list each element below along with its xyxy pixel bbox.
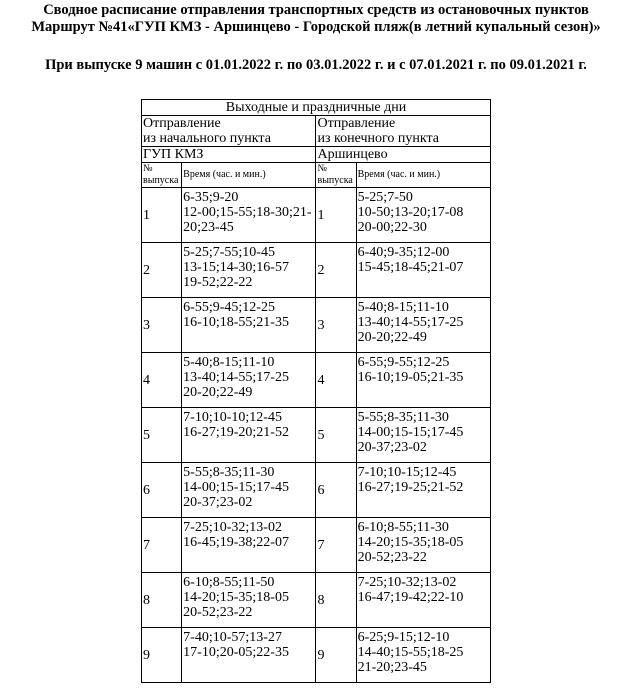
right-departure-number: 7	[316, 518, 356, 573]
title-line-1: Сводное расписание отправления транспортных средств из остановочных пунктов	[43, 2, 589, 18]
left-departure-times: 5-25;7-55;10-45 13-15;14-30;16-57 19-52;22-22	[182, 243, 316, 298]
right-departure-line-1: Отправление	[317, 116, 396, 131]
right-number-header: № выпуска	[316, 163, 356, 188]
left-departure-times: 5-55;8-35;11-30 14-00;15-15;17-45 20-37;23-02	[182, 463, 316, 518]
right-departure-number: 2	[316, 243, 356, 298]
right-departure-number: 3	[316, 298, 356, 353]
table-row	[142, 408, 491, 463]
left-departure-number: 6	[142, 463, 182, 518]
right-departure-times: 7-25;10-32;13-02 16-47;19-42;22-10	[356, 573, 490, 628]
right-departure-number: 1	[316, 188, 356, 243]
left-departure-number: 4	[142, 353, 182, 408]
left-number-header: № выпуска	[142, 163, 182, 188]
right-departure-times: 6-10;8-55;11-30 14-20;15-35;18-05 20-52;23-22	[356, 518, 490, 573]
left-departure-times: 7-40;10-57;13-27 17-10;20-05;22-35	[182, 628, 316, 683]
right-departure-times: 5-25;7-50 10-50;13-20;17-08 20-00;22-30	[356, 188, 490, 243]
stop-name-row	[142, 147, 491, 163]
left-departure-number: 5	[142, 408, 182, 463]
table-row	[142, 353, 491, 408]
left-departure-times: 7-10;10-10;12-45 16-27;19-20;21-52	[182, 408, 316, 463]
right-departure-number: 6	[316, 463, 356, 518]
right-departure-line-2: из конечного пункта	[317, 131, 439, 146]
right-departure-times: 5-40;8-15;11-10 13-40;14-55;17-25 20-20;22-49	[356, 298, 490, 353]
right-departure-number: 5	[316, 408, 356, 463]
right-time-header: Время (час. и мин.)	[356, 163, 490, 188]
document-subtitle: При выпуске 9 машин с 01.01.2022 г. по 03.01.2022 г. и с 07.01.2021 г. по 09.01.2021 г.	[45, 57, 587, 73]
left-departure-number: 9	[142, 628, 182, 683]
left-time-header: Время (час. и мин.)	[182, 163, 316, 188]
left-departure-line-1: Отправление	[143, 116, 221, 131]
departure-header-row	[142, 116, 491, 147]
right-departure-times: 6-55;9-55;12-25 16-10;19-05;21-35	[356, 353, 490, 408]
left-departure-times: 6-10;8-55;11-50 14-20;15-35;18-05 20-52;23-22	[182, 573, 316, 628]
left-departure-times: 5-40;8-15;11-10 13-40;14-55;17-25 20-20;22-49	[182, 353, 316, 408]
right-departure-times: 7-10;10-15;12-45 16-27;19-25;21-52	[356, 463, 490, 518]
left-departure-times: 7-25;10-32;13-02 16-45;19-38;22-07	[182, 518, 316, 573]
right-departure-number: 8	[316, 573, 356, 628]
left-departure-times: 6-55;9-45;12-25 16-10;18-55;21-35	[182, 298, 316, 353]
column-header-row	[142, 163, 491, 188]
document-title	[0, 2, 632, 36]
left-departure-number: 1	[142, 188, 182, 243]
left-departure-line-2: из начального пункта	[143, 131, 271, 146]
left-departure-header	[142, 116, 316, 147]
table-row	[142, 298, 491, 353]
right-departure-header	[316, 116, 491, 147]
table-row	[142, 463, 491, 518]
right-departure-number: 4	[316, 353, 356, 408]
right-departure-times: 5-55;8-35;11-30 14-00;15-15;17-45 20-37;23-02	[356, 408, 490, 463]
table-row	[142, 573, 491, 628]
title-line-2: Маршрут №41«ГУП КМЗ - Аршинцево - Городской пляж(в летний купальный сезон)»	[31, 19, 601, 35]
table-row	[142, 628, 491, 683]
right-stop-name: Аршинцево	[316, 147, 491, 163]
left-departure-times: 6-35;9-20 12-00;15-55;18-30;21-20;23-45	[182, 188, 316, 243]
left-stop-name: ГУП КМЗ	[142, 147, 316, 163]
right-departure-number: 9	[316, 628, 356, 683]
right-departure-times: 6-25;9-15;12-10 14-40;15-55;18-25 21-20;23-45	[356, 628, 490, 683]
table-caption-row	[142, 100, 491, 116]
table-row	[142, 243, 491, 298]
table-row	[142, 188, 491, 243]
table-row	[142, 518, 491, 573]
left-departure-number: 2	[142, 243, 182, 298]
schedule-table	[141, 99, 491, 683]
left-departure-number: 8	[142, 573, 182, 628]
left-departure-number: 3	[142, 298, 182, 353]
right-departure-times: 6-40;9-35;12-00 15-45;18-45;21-07	[356, 243, 490, 298]
table-caption: Выходные и праздничные дни	[142, 100, 491, 116]
left-departure-number: 7	[142, 518, 182, 573]
